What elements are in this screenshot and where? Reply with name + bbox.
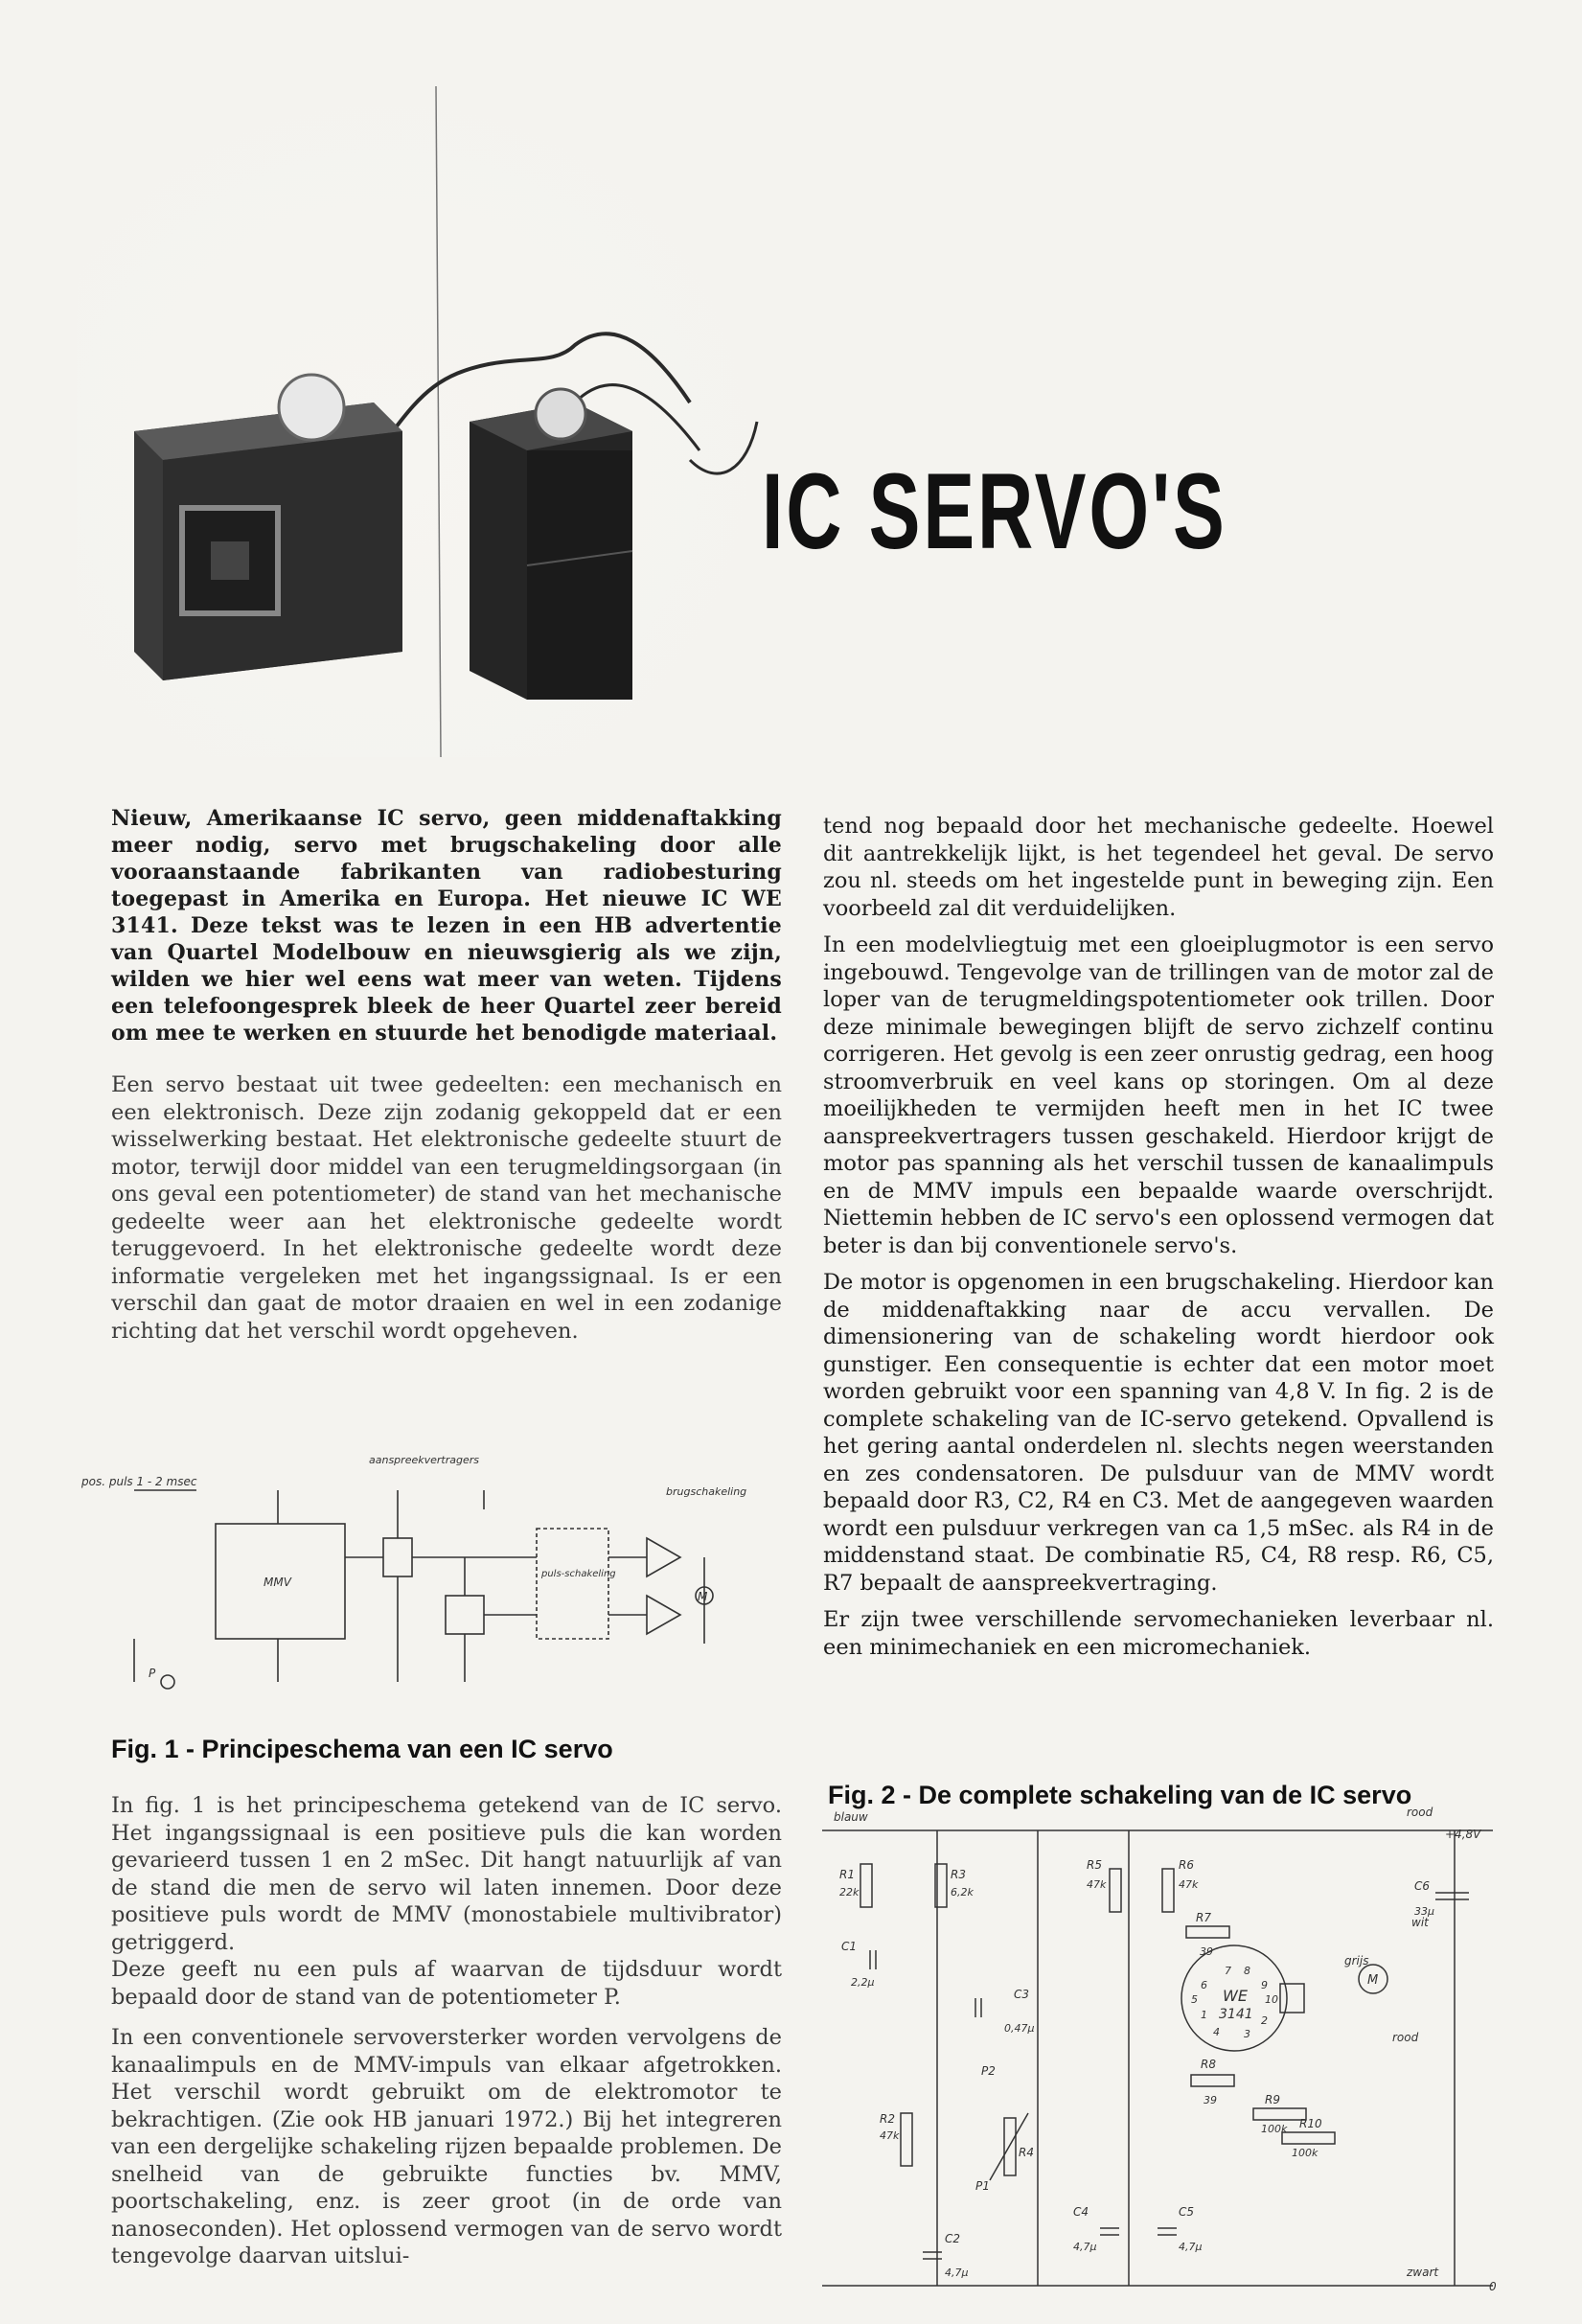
- P2-label: P2: [981, 2064, 996, 2078]
- R8-label: R8: [1201, 2058, 1216, 2071]
- page-title: IC SERVO'S: [762, 451, 1227, 571]
- ic-pin4: 4: [1213, 2026, 1220, 2038]
- wire-rood: rood: [1392, 2031, 1419, 2044]
- R5-label: R5: [1087, 1858, 1102, 1872]
- figure-2-caption: Fig. 2 - De complete schakeling van de IC servo: [828, 1781, 1412, 1809]
- R1-label: R1: [839, 1868, 855, 1881]
- ic-pin10-box: [1280, 1984, 1304, 2013]
- ic-number: 3141: [1219, 2007, 1253, 2022]
- wire-grijs: grijs: [1344, 1954, 1369, 1967]
- fig1-compare-label: puls-schakeling: [541, 1569, 616, 1579]
- R9-value: 100k: [1261, 2123, 1288, 2135]
- fig1-input-label: pos. puls 1 - 2 msec: [81, 1475, 197, 1488]
- right-column: [823, 813, 1494, 1661]
- C6-value: 33μ: [1414, 1905, 1434, 1918]
- C4-label: C4: [1073, 2205, 1089, 2219]
- body-paragraph: In een conventionele servoversterker worden vervolgens de kanaalimpuls en de MMV-impuls van elkaar afgetrokken. Het verschil wordt gebruikt om de elektromotor te bekrachtigen. (Zie ook HB januari 1972.) Bij het integreren van een dergelijke schakeling rijzen bepaalde problemen. De snelheid van de gebruikte functies bv. MMV, poortschakeling, enz. is zeer groot (in de orde van nanoseconden). Het oplossend vermogen van de servo wordt tengevolge daarvan uitslui-: [111, 2025, 782, 2268]
- C1-value: 2,2μ: [851, 1976, 875, 1989]
- fig1-amp-label: aanspreekvertragers: [369, 1454, 479, 1466]
- supply-plus: +4,8V: [1445, 1828, 1481, 1841]
- C5-label: C5: [1179, 2205, 1195, 2219]
- fig1-bridge-label: brugschakeling: [666, 1485, 747, 1498]
- R8-value: 39: [1204, 2094, 1217, 2106]
- fig1-motor-label: M: [698, 1590, 708, 1603]
- R2-symbol: [901, 2113, 912, 2166]
- R3-label: R3: [951, 1868, 966, 1881]
- C3-value: 0,47μ: [1004, 2022, 1035, 2035]
- body-paragraph: In fig. 1 is het principeschema getekend van de IC servo. Het ingangssignaal is een positieve puls die kan worden gevarieerd tussen 1 en 2 mSec. Dit hangt natuurlijk af van de stand die men de servo wil laten innemen. Door deze positieve puls wordt de MMV (monostabiele multivibrator) getriggerd.: [111, 1793, 782, 1955]
- wire-zwart: zwart: [1407, 2266, 1439, 2279]
- R10-symbol: [1282, 2132, 1335, 2144]
- R7-label: R7: [1196, 1911, 1211, 1924]
- ic-pin5: 5: [1191, 1993, 1198, 2006]
- ic-pin10: 10: [1265, 1993, 1278, 2006]
- fig1-mmv-label: MMV: [264, 1576, 291, 1589]
- C2-label: C2: [945, 2232, 961, 2245]
- ground-zero: 0: [1489, 2280, 1497, 2293]
- ic-pin6: 6: [1201, 1979, 1207, 1991]
- R5-symbol: [1110, 1869, 1121, 1912]
- servo-photo: [77, 86, 767, 757]
- R9-symbol: [1253, 2108, 1306, 2120]
- R2-label: R2: [880, 2112, 895, 2126]
- lead-paragraph: Nieuw, Amerikaanse IC servo, geen middenaftakking meer nodig, servo met brugschakeling door alle vooraanstaande fabrikanten van radiobesturing toegepast in Amerika en Europa. Het nieuwe IC WE 3141. Deze tekst was te lezen in een HB advertentie van Quartel Modelbouw en nieuwsgierig als we zijn, wilden we hier wel eens wat meer van weten. Tijdens een telefoongesprek bleek de heer Quartel zeer bereid om mee te werken en stuurde het benodigde materiaal.: [111, 806, 782, 1046]
- left-column-lower: [111, 1792, 782, 2270]
- ic-pin3: 3: [1244, 2028, 1250, 2040]
- R10-value: 100k: [1292, 2147, 1318, 2159]
- C2-value: 4,7μ: [945, 2266, 969, 2279]
- R4-label: R4: [1019, 2146, 1034, 2159]
- C6-label: C6: [1414, 1879, 1431, 1893]
- servo-right: [470, 389, 632, 700]
- ic-pin2: 2: [1261, 2014, 1268, 2027]
- ic-label: WE: [1223, 1987, 1248, 2005]
- body-paragraph: Een servo bestaat uit twee gedeelten: een mechanisch en een elektronisch. Deze zijn zodanig gekoppeld dat er een wisselwerking bestaat. Het elektronische gedeelte stuurt de motor, terwijl door middel van een terugmeldingsorgaan (in ons geval een potentiometer) de stand van het mechanische gedeelte weer aan het elektronische gedeelte wordt teruggevoerd. In het elektronische gedeelte wordt deze informatie vergeleken met het ingangssignaal. Is er een verschil dan gaat de motor draaien en wel in een zodanige richting dat het verschil wordt opgeheven.: [111, 1072, 782, 1344]
- body-paragraph: De motor is opgenomen in een brugschakeling. Hierdoor kan de middenaftakking naar de accu vervallen. De dimensionering van de schakeling wordt hierdoor ook gunstiger. Een consequentie is echter dat een motor moet worden gebruikt voor een spanning van 4,8 V. In fig. 2 is de complete schakeling van de IC-servo getekend. Opvallend is het gering aantal onderdelen nl. slechts negen weerstanden en zes condensatoren. De pulsduur van de MMV wordt bepaald door R3, C2, R4 en C3. Met de aangegeven waarden wordt een pulsduur verkregen van ca 1,5 mSec. als R4 in de middenstand staat. De combinatie R5, C4, R8 resp. R6, C5, R7 bepaalt de aanspreekvertraging.: [823, 1270, 1494, 1596]
- R9-label: R9: [1265, 2093, 1280, 2106]
- amp-triangle-1: [647, 1538, 680, 1576]
- C4-value: 4,7μ: [1073, 2241, 1097, 2253]
- body-paragraph: In een modelvliegtuig met een gloeiplugmotor is een servo ingebouwd. Tengevolge van de trillingen van de motor zal de loper van de terugmeldingspotentiometer ook trillen. Door deze minimale bewegingen blijft de servo zichzelf continu corrigeren. Het gevolg is een zeer onrustig gedrag, een hoog stroomverbruik en veel kans op storingen. Om al deze moeilijkheden te vermijden heeft men in het IC twee aanspreekvertragers tussen geschakeld. Hierdoor krijgt de motor pas spanning als het verschil tussen de kanaalimpuls en de MMV impuls een bepaalde waarde overschrijdt. Niettemin hebben de IC servo's een oplossend vermogen dat beter is dan bij conventionele servo's.: [823, 932, 1494, 1258]
- R2-value: 47k: [880, 2129, 900, 2142]
- left-column: [111, 805, 782, 1345]
- C3-label: C3: [1014, 1988, 1030, 2001]
- amp-triangle-2: [647, 1596, 680, 1634]
- R4-symbol: [1004, 2118, 1016, 2175]
- R10-label: R10: [1299, 2117, 1322, 2130]
- delay-block-1: [383, 1538, 412, 1576]
- delay-block-2: [446, 1596, 484, 1634]
- ic-pin1: 1: [1201, 2009, 1207, 2021]
- R7-value: 39: [1200, 1945, 1213, 1958]
- motor-label: M: [1367, 1973, 1379, 1988]
- R6-value: 47k: [1179, 1878, 1199, 1891]
- R7-symbol: [1186, 1926, 1229, 1938]
- fig1-pot-label: P: [149, 1667, 156, 1680]
- body-paragraph: Deze geeft nu een puls af waarvan de tijdsduur wordt bepaald door de stand van de potentiometer P.: [111, 1957, 782, 2010]
- R1-value: 22k: [839, 1886, 860, 1898]
- C5-value: 4,7μ: [1179, 2241, 1203, 2253]
- R8-symbol: [1191, 2075, 1234, 2086]
- R5-value: 47k: [1087, 1878, 1107, 1891]
- ic-pin9: 9: [1261, 1979, 1268, 1991]
- wire-rood-top: rood: [1407, 1806, 1433, 1819]
- P1-label: P1: [975, 2179, 990, 2193]
- R6-label: R6: [1179, 1858, 1194, 1872]
- ic-pin7: 7: [1225, 1965, 1231, 1977]
- body-paragraph: Er zijn twee verschillende servomechanieken leverbaar nl. een minimechaniek en een micromechaniek.: [823, 1607, 1494, 1660]
- bridge-block: [537, 1529, 608, 1639]
- body-paragraph: tend nog bepaald door het mechanische gedeelte. Hoewel dit aantrekkelijk lijkt, is het tegendeel het geval. De servo zou nl. steeds om het ingestelde punt in beweging zijn. Een voorbeeld zal dit verduidelijken.: [823, 814, 1494, 921]
- R3-value: 6,2k: [951, 1886, 974, 1898]
- R6-symbol: [1162, 1869, 1174, 1912]
- C1-label: C1: [841, 1940, 858, 1953]
- wire-blauw: blauw: [834, 1810, 868, 1824]
- figure-2-schematic: [822, 1802, 1512, 2305]
- figure-1-caption: Fig. 1 - Principeschema van een IC servo: [111, 1735, 613, 1763]
- wire-wit: wit: [1411, 1916, 1429, 1929]
- R1-symbol: [860, 1864, 872, 1907]
- ic-pin8: 8: [1244, 1965, 1250, 1977]
- figure-1-block-diagram: [81, 1452, 771, 1706]
